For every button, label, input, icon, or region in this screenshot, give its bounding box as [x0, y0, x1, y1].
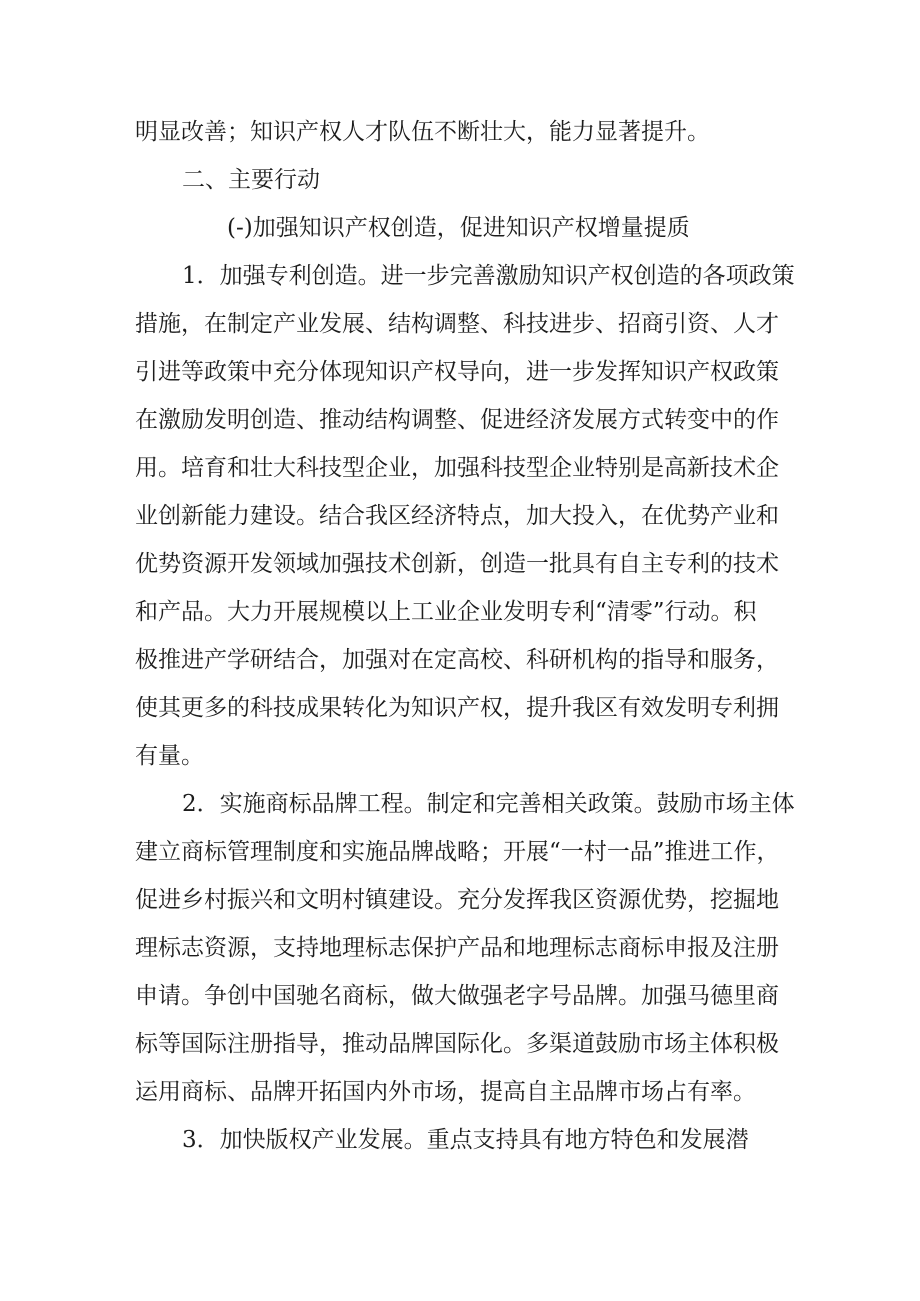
text-line: 运用商标、品牌开拓国内外市场，提高自主品牌市场占有率。: [135, 1079, 756, 1105]
text-line: 3．加快版权产业发展。重点支持具有地方特色和发展潜: [182, 1127, 749, 1153]
text-line: 措施，在制定产业发展、结构调整、科技进步、招商引资、人才: [135, 311, 779, 337]
text-line: 在激励发明创造、推动结构调整、促进经济发展方式转变中的作: [135, 407, 779, 433]
text-line: 和产品。大力开展规模以上工业企业发明专利“清零”行动。积: [135, 599, 757, 625]
document-body: [135, 108, 795, 1164]
text-line: 申请。争创中国驰名商标，做大做强老字号品牌。加强马德里商: [135, 983, 779, 1009]
text-line: 引进等政策中充分体现知识产权导向，进一步发挥知识产权政策: [135, 359, 779, 385]
text-line: 极推进产学研结合，加强对在定高校、科研机构的指导和服务，: [135, 647, 779, 673]
text-line: 标等国际注册指导，推动品牌国际化。多渠道鼓励市场主体积极: [135, 1031, 779, 1057]
text-line: 用。培育和壮大科技型企业，加强科技型企业特别是高新技术企: [135, 455, 779, 481]
text-line: 使其更多的科技成果转化为知识产权，提升我区有效发明专利拥: [135, 695, 779, 721]
text-line: 1．加强专利创造。进一步完善激励知识产权创造的各项政策: [182, 263, 795, 289]
text-line: 理标志资源，支持地理标志保护产品和地理标志商标申报及注册: [135, 935, 779, 961]
text-line: 2．实施商标品牌工程。制定和完善相关政策。鼓励市场主体: [182, 791, 795, 817]
text-line: 建立商标管理制度和实施品牌战略；开展“一村一品”推进工作，: [135, 839, 780, 865]
section-heading: 二、主要行动: [182, 167, 320, 193]
text-line: 优势资源开发领域加强技术创新，创造一批具有自主专利的技术: [135, 551, 779, 577]
text-line: 明显改善；知识产权人才队伍不断壮大，能力显著提升。: [135, 119, 710, 145]
text-line: 有量。: [135, 743, 204, 769]
subsection-heading: (-)加强知识产权创造，促进知识产权增量提质: [227, 215, 690, 241]
text-line: 业创新能力建设。结合我区经济特点，加大投入，在优势产业和: [135, 503, 779, 529]
text-line: 促进乡村振兴和文明村镇建设。充分发挥我区资源优势，挖掘地: [135, 887, 779, 913]
